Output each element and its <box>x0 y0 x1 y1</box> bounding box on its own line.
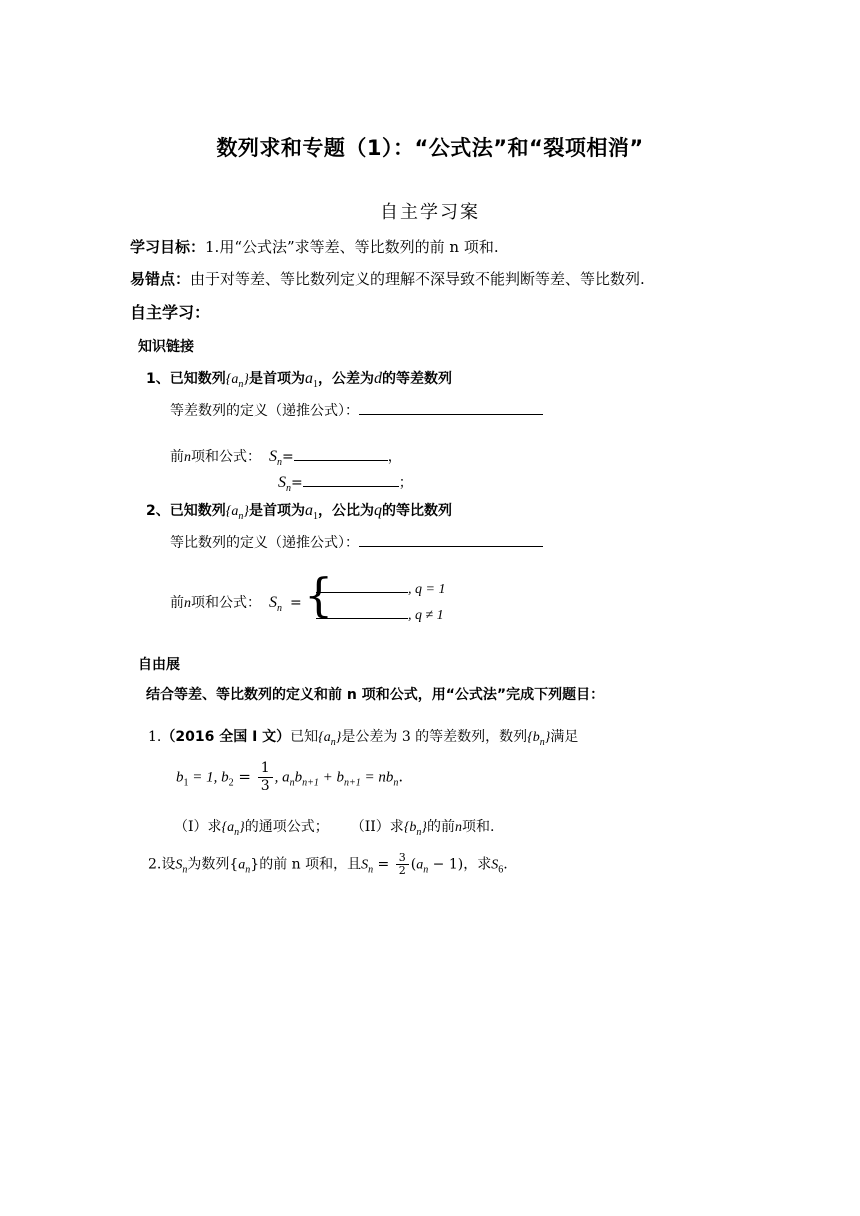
problem1-text2: 是公差为 3 的等差数列，数列 <box>341 729 528 745</box>
question2-post: 的前 <box>427 819 456 835</box>
item1-eq: = <box>282 449 294 465</box>
item2-definition-blank[interactable] <box>359 532 543 547</box>
problem2-t5: ( <box>410 856 417 873</box>
cond-b-sub: 1 <box>183 777 189 789</box>
item1-eq-2: = <box>291 475 303 491</box>
item1-mid2: ，公差为 <box>317 371 374 387</box>
problem2-S-sub: n <box>182 864 188 876</box>
objective-text: 1.用“公式法”求等差、等比数列的前 n 项和. <box>205 238 499 256</box>
problem2-fraction-num: 3 <box>396 852 409 865</box>
question1-set: {a <box>221 820 235 835</box>
item2-case2-blank[interactable] <box>316 604 408 619</box>
item1-set-close: } <box>243 372 249 387</box>
item1-set-sub: n <box>238 379 244 390</box>
cond-eq: = <box>233 767 256 786</box>
problem2-t1: 设 <box>161 856 176 873</box>
cond-bn1-sub: n+1 <box>302 777 319 789</box>
item2-a1: a <box>304 502 313 519</box>
question2-label: （II）求 <box>350 819 404 835</box>
cond-a-sub: n <box>289 777 295 789</box>
item1-statement <box>146 368 452 390</box>
problem2-S2: S <box>361 857 369 873</box>
item2-case1-blank[interactable] <box>316 578 408 593</box>
item2-post: 的等比数列 <box>381 503 452 519</box>
item1-definition-line <box>170 400 543 420</box>
cond-fraction-den: 3 <box>260 778 270 794</box>
problem1-bn-sub: n <box>539 737 545 748</box>
question2-n: n <box>455 820 463 835</box>
item2-case-1 <box>316 578 445 598</box>
item1-set: {a <box>225 372 239 387</box>
page-title: 数列求和专题（1）：“公式法”和“裂项相消” <box>216 136 644 160</box>
cond-b: b <box>176 769 184 786</box>
item1-mid: 是首项为 <box>248 371 305 387</box>
cond-a: , a <box>274 769 290 786</box>
item1-comma: ， <box>387 449 402 465</box>
learning-objective <box>130 236 499 257</box>
item2-statement <box>146 500 452 522</box>
problem2-S: S <box>175 857 183 873</box>
problem1-bn: {b <box>527 730 540 745</box>
item1-number: 1、 <box>146 371 170 387</box>
pitfall-line <box>130 268 645 289</box>
pitfall-label: 易错点： <box>130 270 191 288</box>
cond-nb: = nb <box>360 769 394 786</box>
problem2-a2: a <box>416 857 424 873</box>
cond-b2: = 1, b <box>188 769 229 786</box>
item2-mid: 是首项为 <box>248 503 305 519</box>
question1-label: （I）求 <box>174 819 222 835</box>
item1-S-sub-2: n <box>286 483 291 494</box>
item2-eq: = <box>290 595 302 611</box>
item2-set-sub: n <box>238 511 244 522</box>
instruction-text: 结合等差、等比数列的定义和前 n 项和公式，用“公式法”完成下列题目： <box>146 687 605 703</box>
item1-S: S <box>269 448 277 465</box>
problem1-questions <box>174 816 494 838</box>
cond-nb-sub: n <box>393 777 399 789</box>
problem2-t6: − 1)，求 <box>428 856 492 873</box>
knowledge-link-heading: 知识链接 <box>138 339 194 355</box>
question2-end: 项和. <box>462 819 495 835</box>
question2-set: {b <box>403 820 417 835</box>
item1-definition-blank[interactable] <box>359 400 543 415</box>
problem1-an-close: } <box>335 730 342 745</box>
question1-sub: n <box>234 827 240 838</box>
problem2-t3: }的前 n 项和，且 <box>250 856 362 873</box>
cond-plus-b: + b <box>318 769 345 786</box>
free-section-heading: 自由展 <box>138 657 180 673</box>
problem1-text1: 已知 <box>290 729 319 745</box>
item1-S-2: S <box>278 474 286 491</box>
item2-definition-label: 等比数列的定义（递推公式）： <box>170 535 359 551</box>
item2-q: q <box>373 502 382 519</box>
question1-close: } <box>239 820 245 835</box>
piecewise-brace: { <box>304 568 334 622</box>
problem2-fraction <box>396 852 409 877</box>
problem1-number: 1. <box>148 729 162 745</box>
item2-case2-condition: , q ≠ 1 <box>408 608 444 623</box>
problem1-source: （2016 全国 I 文） <box>161 729 291 745</box>
item2-S-sub: n <box>277 603 282 614</box>
item1-sum-blank-2[interactable] <box>303 472 399 487</box>
pitfall-text: 由于对等差、等比数列定义的理解不深导致不能判断等差、等比数列. <box>190 270 645 288</box>
item1-a1-sub: 1 <box>312 379 318 390</box>
item1-post: 的等差数列 <box>381 371 452 387</box>
item2-mid2: ，公比为 <box>317 503 374 519</box>
item2-sum-n: n <box>184 596 191 611</box>
self-study-heading: 自主学习： <box>130 303 211 322</box>
item2-a1-sub: 1 <box>312 511 318 522</box>
problem1-statement <box>148 726 578 748</box>
question2-close: } <box>421 820 428 835</box>
item2-set-close: } <box>243 504 249 519</box>
question2-sub: n <box>416 827 422 838</box>
cond-plus-b-sub: n+1 <box>344 777 361 789</box>
item2-number: 2、 <box>146 503 170 519</box>
cond-period: . <box>398 767 404 786</box>
item1-a1: a <box>304 370 313 387</box>
question1-post: 的通项公式； <box>244 819 329 835</box>
problem1-text3: 满足 <box>550 729 579 745</box>
problem2-S6-sub: 6 <box>498 864 504 876</box>
problem2-t4: = <box>373 856 394 873</box>
problem1-an: {a <box>318 730 331 745</box>
cond-fraction-num: 1 <box>258 760 273 778</box>
item2-set: {a <box>225 504 239 519</box>
problem2-a2-sub: n <box>423 864 429 876</box>
item2-sum-label-line <box>170 592 302 614</box>
cond-b2-sub: 2 <box>228 777 234 789</box>
problem2-a: a <box>238 857 246 873</box>
item1-sum-blank-1[interactable] <box>294 446 388 461</box>
item2-case1-condition: , q = 1 <box>408 582 446 597</box>
item2-pre: 已知数列 <box>169 503 226 519</box>
item2-S: S <box>269 594 277 611</box>
problem2-t2: 为数列{ <box>187 856 239 873</box>
item1-sum-label: 项和公式： <box>191 449 261 465</box>
problem2-a-sub: n <box>245 864 251 876</box>
item1-d: d <box>373 370 382 387</box>
item1-sum-n: n <box>184 450 191 465</box>
problem1-condition <box>176 760 403 795</box>
item2-case-2 <box>316 604 444 624</box>
problem2-t7: . <box>503 856 508 873</box>
problem2-S6: S <box>491 857 499 873</box>
problem2-fraction-den: 2 <box>398 864 406 877</box>
item1-sum-line <box>170 446 402 468</box>
item1-semicolon: ； <box>398 475 413 491</box>
problem1-bn-close: } <box>544 730 551 745</box>
item2-sum-pre: 前 <box>170 595 184 611</box>
problem2-statement <box>148 852 508 877</box>
item1-sum-line-2 <box>278 472 413 494</box>
problem2-S2-sub: n <box>368 864 374 876</box>
item2-sum-label: 项和公式： <box>191 595 261 611</box>
section-subtitle: 自主学习案 <box>380 202 480 223</box>
cond-bn1: b <box>294 769 303 786</box>
problem1-an-sub: n <box>330 737 336 748</box>
cond-fraction <box>258 760 273 795</box>
item1-definition-label: 等差数列的定义（递推公式）： <box>170 403 359 419</box>
item1-S-sub: n <box>277 457 282 468</box>
item2-definition-line <box>170 532 543 552</box>
objective-label: 学习目标： <box>130 238 206 256</box>
problem2-number: 2. <box>148 856 162 873</box>
item1-pre: 已知数列 <box>169 371 226 387</box>
item1-sum-pre: 前 <box>170 449 184 465</box>
